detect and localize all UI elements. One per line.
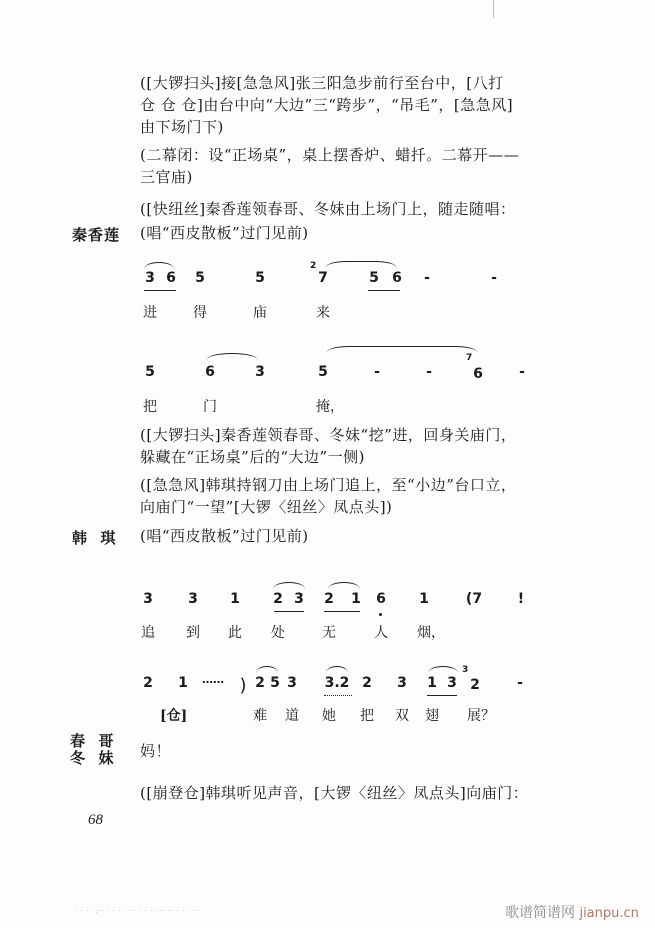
lyric: 她	[322, 708, 336, 724]
stage-direction-2	[140, 144, 519, 188]
note: 3	[294, 591, 304, 607]
note: 1	[419, 591, 429, 607]
underline	[324, 695, 352, 696]
lyric: 难	[253, 708, 267, 724]
underline	[274, 611, 304, 612]
slur	[325, 261, 397, 268]
note: 1	[178, 675, 188, 691]
note: 2	[362, 675, 372, 691]
dash: -	[424, 270, 430, 286]
dash: -	[519, 364, 525, 380]
dash: -	[517, 675, 523, 691]
stage-direction-1	[140, 72, 513, 138]
line-ma: 妈！	[140, 742, 172, 760]
lyric: 双	[395, 708, 409, 724]
note: 5	[195, 270, 205, 286]
stage-direction-4	[140, 424, 516, 468]
lyric: 人	[374, 625, 388, 641]
page-number: 68	[88, 812, 103, 828]
note: 2	[273, 591, 283, 607]
role-chunge: 春 哥	[70, 732, 115, 750]
watermark	[505, 902, 639, 922]
slur	[428, 666, 458, 673]
role-qin-xianglian: 秦香莲	[72, 226, 121, 244]
note: 6	[392, 270, 402, 286]
stage-direction-6: ([崩登仓]韩琪听见声音，[大锣〈纽丝〉凤点头]向庙门：	[140, 784, 529, 802]
lyric: 进	[143, 305, 157, 321]
grace-note: 2	[310, 261, 317, 271]
note: 1	[230, 591, 240, 607]
note: 5	[255, 270, 265, 286]
direction-line: 由下场门下)	[140, 118, 224, 136]
direction-line: ([大锣扫头]接[急急风]张三阳急步前行至台中，[八打	[140, 74, 504, 92]
role-dongmei: 冬 妹	[70, 749, 115, 767]
lyric: 得	[193, 305, 207, 321]
watermark-cn: 歌谱简谱网	[505, 905, 575, 921]
lyric: 把	[143, 399, 157, 415]
underline	[144, 290, 176, 291]
dash: -	[426, 364, 432, 380]
stage-direction-3	[140, 198, 516, 220]
note: 5	[369, 270, 379, 286]
note: 2	[470, 677, 480, 693]
dash: -	[491, 270, 497, 286]
lyric: 翅	[425, 708, 439, 724]
direction-line: 仓 仓 仓]由台中向“大边”三“跨步”，“吊毛”，[急急风]	[140, 96, 514, 114]
note: 6	[205, 364, 215, 380]
note: 3	[287, 675, 297, 691]
note: 6	[376, 591, 386, 607]
note: 3.2	[324, 675, 350, 691]
percussion-cue: [仓]	[160, 708, 188, 724]
direction-line: ([大锣扫头]秦香莲领春哥、冬妹“挖”进，回身关庙门，	[140, 426, 517, 444]
lyric: 烟，	[417, 625, 445, 641]
slur	[328, 582, 360, 589]
lyric: 道	[285, 708, 299, 724]
note: !	[517, 591, 525, 607]
role-han-qi: 韩 琪	[72, 529, 117, 547]
lyric: 追	[141, 625, 155, 641]
note: 3	[188, 591, 198, 607]
direction-line: 向庙门“一望”[大锣〈纽丝〉凤点头])	[140, 498, 393, 516]
lyric: 此	[228, 625, 242, 641]
direction-line: ([急急风]韩琪持钢刀由上场门追上，至“小边”台口立，	[140, 476, 517, 494]
slur	[326, 346, 478, 353]
slur	[273, 582, 305, 589]
underline	[368, 290, 400, 291]
note: 3	[397, 675, 407, 691]
grace-note: 7	[466, 353, 473, 363]
note: 1	[351, 591, 361, 607]
direction-line: ([快纽丝]秦香莲领春哥、冬妹由上场门上，随走随唱：	[140, 200, 516, 218]
underline	[427, 695, 457, 696]
note: 2	[324, 591, 334, 607]
note: 6	[473, 366, 483, 382]
note: 7	[318, 270, 328, 286]
direction-line: 躲藏在“正场桌”后的“大边”一侧)	[140, 448, 366, 466]
note: 2	[143, 675, 153, 691]
note: 3	[255, 364, 265, 380]
underline	[324, 611, 360, 612]
ellipsis: ……	[202, 673, 224, 686]
sing-direction: (唱“西皮散板”过门见前)	[140, 527, 309, 545]
slur	[206, 353, 258, 360]
scan-edge-line	[493, 0, 494, 18]
scan-artifact: · · · ·:·· · · · · ·· · · · ··· ·· · · · ··	[75, 908, 201, 915]
note: 5	[270, 675, 280, 691]
paren: )	[239, 675, 247, 696]
slur	[144, 262, 174, 269]
direction-line: (二幕闭：设“正场桌”，桌上摆香炉、蜡扦。二幕开——	[140, 146, 520, 164]
lyric: 来	[316, 305, 330, 321]
note: 3	[447, 675, 457, 691]
direction-line: 三官庙)	[140, 168, 193, 186]
lyric: 无	[322, 625, 336, 641]
lyric: 庙	[253, 305, 267, 321]
note: 5	[145, 364, 155, 380]
note: 6	[166, 270, 176, 286]
stage-direction-5	[140, 474, 516, 518]
slur	[256, 666, 278, 673]
lyric: 处	[271, 625, 285, 641]
note: (7	[465, 591, 483, 607]
lyric: 到	[186, 625, 200, 641]
lyric: 掩，	[316, 399, 344, 415]
note: 3	[143, 591, 153, 607]
grace-note: 3	[462, 665, 469, 675]
lyric: 把	[360, 708, 374, 724]
watermark-en: jianpu.cn	[579, 906, 639, 921]
note: 3	[145, 270, 155, 286]
lyric: 门	[203, 399, 217, 415]
low-octave-dot	[379, 613, 382, 616]
note: 2	[255, 675, 265, 691]
note: 5	[318, 364, 328, 380]
slur	[326, 666, 348, 673]
sing-direction: (唱“西皮散板”过门见前)	[140, 224, 309, 242]
dash: -	[374, 364, 380, 380]
lyric: 展？	[467, 708, 495, 724]
note: 1	[427, 675, 437, 691]
